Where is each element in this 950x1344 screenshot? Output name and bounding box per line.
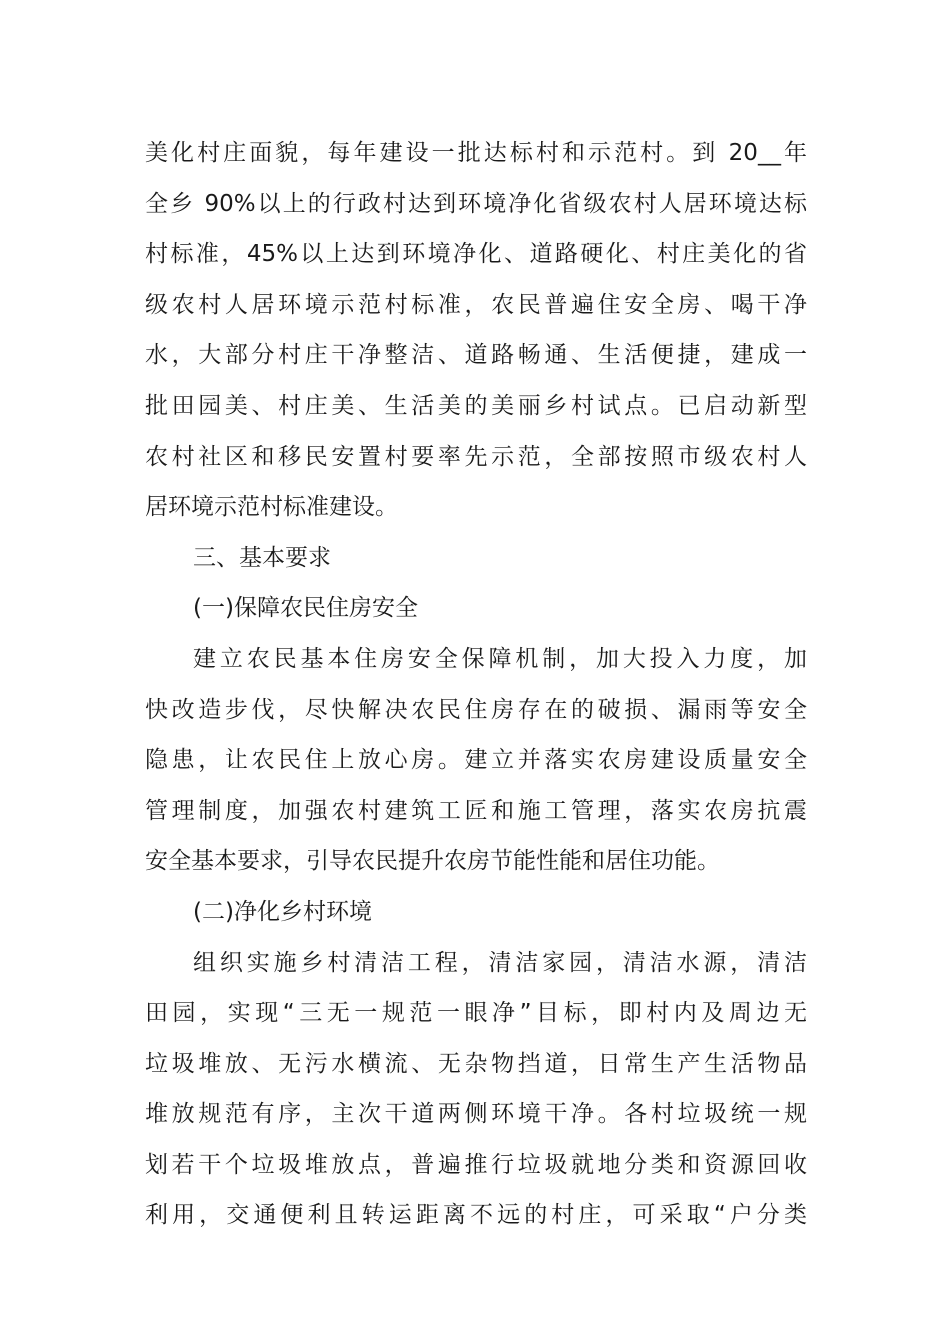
- body-line: 水，大部分村庄干净整洁、道路畅通、生活便捷，建成一: [145, 342, 807, 369]
- body-line: 田园，实现“三无一规范一眼净”目标，即村内及周边无: [145, 1000, 807, 1027]
- body-line: 垃圾堆放、无污水横流、无杂物挡道，日常生产生活物品: [145, 1050, 807, 1077]
- body-line: 建立农民基本住房安全保障机制，加大投入力度，加: [193, 645, 807, 672]
- body-line: 快改造步伐，尽快解决农民住房存在的破损、漏雨等安全: [145, 696, 807, 723]
- body-line: 利用，交通便利且转运距离不远的村庄，可采取“户分类: [145, 1202, 807, 1229]
- section-heading: 三、基本要求: [193, 544, 331, 571]
- body-line-last: 居环境示范村标准建设。: [145, 494, 398, 521]
- subsection-heading: (一)保障农民住房安全: [193, 595, 418, 622]
- body-line: 级农村人居环境示范村标准，农民普遍住安全房、喝干净: [145, 291, 807, 318]
- subsection-heading: (二)净化乡村环境: [193, 898, 372, 925]
- body-line: 农村社区和移民安置村要率先示范，全部按照市级农村人: [145, 443, 807, 470]
- body-line: 管理制度，加强农村建筑工匠和施工管理，落实农房抗震: [145, 797, 807, 824]
- body-line: 组织实施乡村清洁工程，清洁家园，清洁水源，清洁: [193, 949, 807, 976]
- body-line: 堆放规范有序，主次干道两侧环境干净。各村垃圾统一规: [145, 1101, 807, 1128]
- body-line-last: 安全基本要求，引导农民提升农房节能性能和居住功能。: [145, 848, 720, 875]
- body-line: 村标准，45%以上达到环境净化、道路硬化、村庄美化的省: [145, 241, 807, 268]
- body-line: 隐患，让农民住上放心房。建立并落实农房建设质量安全: [145, 747, 807, 774]
- body-line: 批田园美、村庄美、生活美的美丽乡村试点。已启动新型: [145, 392, 807, 419]
- body-line: 划若干个垃圾堆放点，普遍推行垃圾就地分类和资源回收: [145, 1151, 807, 1178]
- body-line: 美化村庄面貌，每年建设一批达标村和示范村。到 20__年: [145, 140, 807, 166]
- document-body: [145, 128, 807, 1241]
- body-line: 全乡 90%以上的行政村达到环境净化省级农村人居环境达标: [145, 190, 807, 217]
